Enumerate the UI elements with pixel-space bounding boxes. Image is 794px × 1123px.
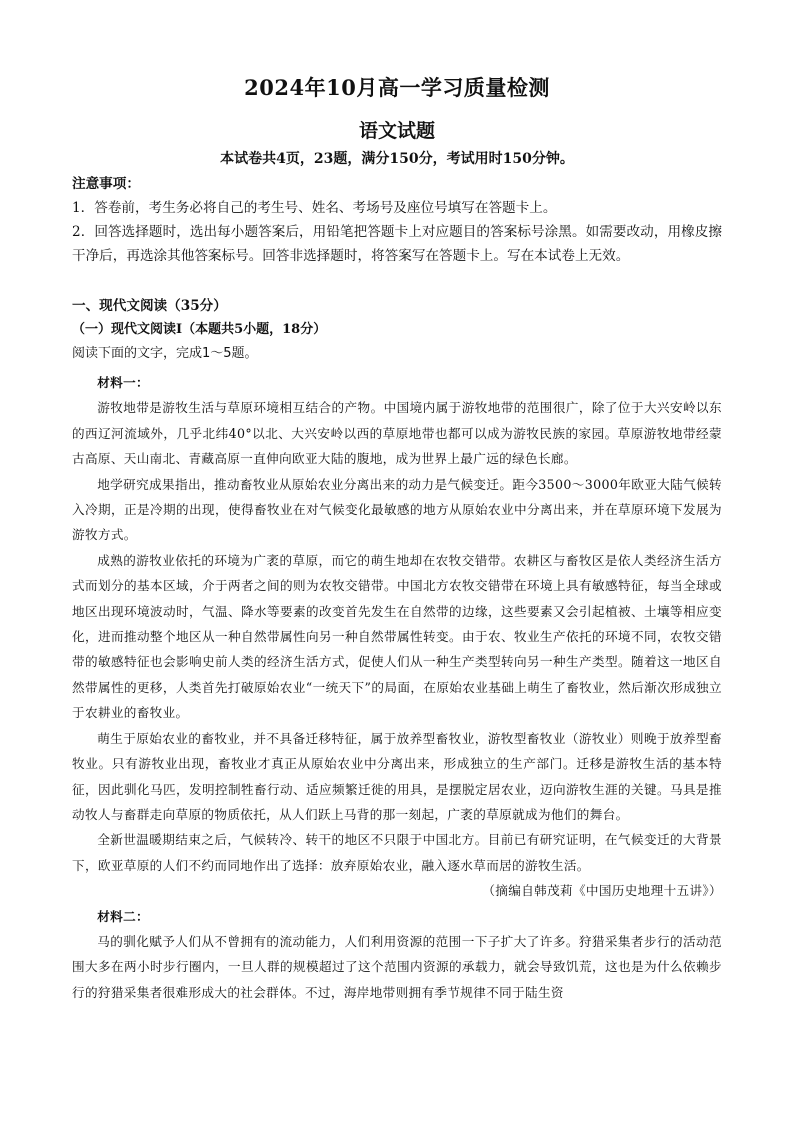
material-1 <box>72 370 722 1005</box>
section-heading: 一、现代文阅读（35分） <box>72 298 227 314</box>
material-1-paragraph-1: 游牧地带是游牧生活与草原环境相互结合的产物。中国境内属于游牧地带的范围很广，除了位于大兴安岭以东的西辽河流域外，几乎北纬40°以北、大兴安岭以西的草原地带也都可以成为游牧民族的家园。草原游牧地带经蒙古高原、天山南北、青藏高原一直伸向欧亚大陆的腹地，成为世界上最广远的绿色长廊。 <box>72 400 722 467</box>
sub-section-heading: （一）现代文阅读Ⅰ（本题共5小题，18分） <box>72 322 327 337</box>
reading-section <box>72 294 722 366</box>
material-2-label: 材料二： <box>97 908 149 924</box>
exam-title: 2024年10月高一学习质量检测 <box>244 75 550 100</box>
material-1-paragraph-3: 成熟的游牧业依托的环境为广袤的草原，而它的萌生地却在农牧交错带。农耕区与畜牧区是依人类经济生活方式而划分的基本区域，介于两者之间的则为农牧交错带。中国北方农牧交错带在环境上具有敏感特征，每当全球或地区出现环境波动时，气温、降水等要素的改变首先发生在自然带的边缘，这些要素又会引起植被、土壤等相应变化，进而推动整个地区从一种自然带属性向另一种自然带属性转变。由于农、牧业生产依托的环境不同，农牧交错带的敏感特征也会影响史前人类的经济生活方式，促使人们从一种生产类型转向另一种生产类型。随着这一地区自然带属性的更移，人类首先打破原始农业“一统天下”的局面，在原始农业基础上萌生了畜牧业，然后渐次形成独立于农耕业的畜牧业。 <box>72 552 722 721</box>
exam-info: 本试卷共4页，23题，满分150分，考试用时150分钟。 <box>220 151 574 167</box>
material-1-paragraph-4: 萌生于原始农业的畜牧业，并不具备迁移特征，属于放养型畜牧业，游牧型畜牧业（游牧业）则晚于放养型畜牧业。只有游牧业出现，畜牧业才真正从原始农业中分离出来，形成独立的生产部门。迁移是游牧生活的基本特征，因此驯化马匹，发明控制牲畜行动、适应频繁迁徙的用具，是摆脱定居农业，迈向游牧生涯的关键。马具是推动牧人与畜群走向草原的物质依托，从人们跃上马背的那一刻起，广袤的草原就成为他们的舞台。 <box>72 730 722 822</box>
material-1-paragraph-5: 全新世温暖期结束之后，气候转冷、转干的地区不只限于中国北方。目前已有研究证明，在气候变迁的大背景下，欧亚草原的人们不约而同地作出了选择：放弃原始农业，融入逐水草而居的游牧生活。 <box>72 832 722 873</box>
reading-instruction: 阅读下面的文字，完成1～5题。 <box>72 346 258 361</box>
notes-item-2: 2．回答选择题时，选出每小题答案后，用铅笔把答题卡上对应题目的答案标号涂黑。如需要改动，用橡皮擦干净后，再选涂其他答案标号。回答非选择题时，将答案写在答题卡上。写在本试卷上无效。 <box>72 224 722 264</box>
material-1-paragraph-2: 地学研究成果指出，推动畜牧业从原始农业分离出来的动力是气候变迁。距今3500～3000年欧亚大陆气候转入冷期，正是冷期的出现，使得畜牧业在对气候变化最敏感的地方从原始农业中分离出来，并在草原环境下发展为游牧方式。 <box>72 476 722 543</box>
notes-item-1: 1．答卷前，考生务必将自己的考生号、姓名、考场号及座位号填写在答题卡上。 <box>72 200 557 216</box>
notes-section <box>72 172 722 268</box>
subject-title: 语文试题 <box>358 120 435 142</box>
material-1-source: （摘编自韩茂莉《中国历史地理十五讲》） <box>482 883 722 899</box>
material-1-label: 材料一： <box>97 375 149 390</box>
notes-heading: 注意事项： <box>72 176 140 192</box>
material-2-paragraph-1: 马的驯化赋予人们从不曾拥有的流动能力，人们利用资源的范围一下子扩大了许多。狩猎采集者步行的活动范围大多在两小时步行圈内，一旦人群的规模超过了这个范围内资源的承载力，就会导致饥荒，这也是为什么依赖步行的狩猎采集者很难形成大的社会群体。不过，海岸地带则拥有季节规律不同于陆生资 <box>72 933 722 1000</box>
